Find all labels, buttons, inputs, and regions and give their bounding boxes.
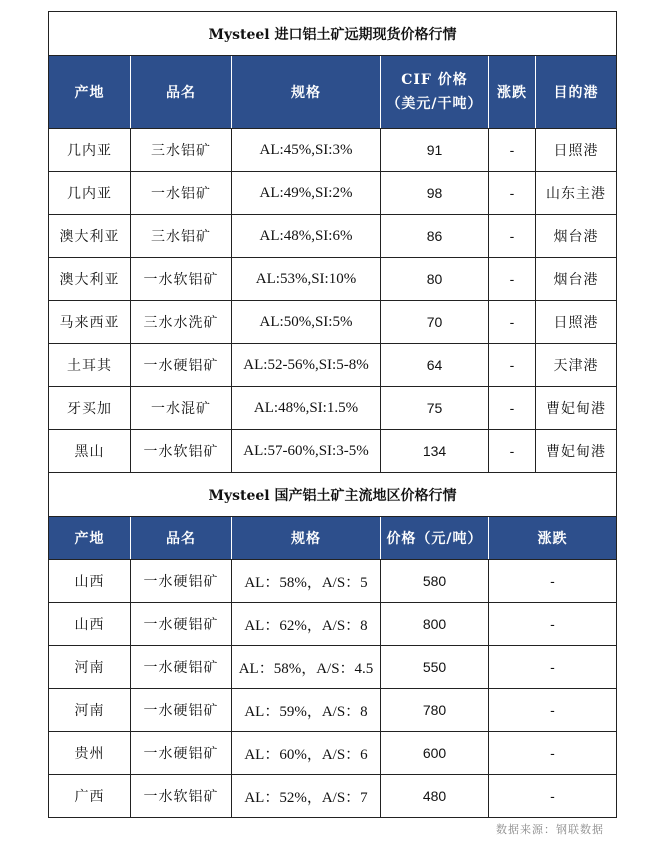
cell-product: 一水软铝矿: [131, 430, 232, 473]
table-row: [49, 344, 617, 387]
table-row: [49, 258, 617, 301]
cell-origin: 贵州: [49, 732, 131, 775]
header-price: 价格（元/吨）: [381, 517, 489, 560]
header-port: 目的港: [536, 56, 617, 129]
cell-price: 600: [381, 732, 489, 775]
cell-spec: AL：62%，A/S：8: [232, 603, 381, 646]
import-bauxite-table: [48, 11, 617, 473]
table-row: [49, 646, 617, 689]
header-product: 品名: [131, 517, 232, 560]
cell-price: 75: [381, 387, 489, 430]
cell-port: 日照港: [536, 301, 617, 344]
cell-origin: 土耳其: [49, 344, 131, 387]
import-table-title-row: [49, 12, 617, 56]
cell-change: -: [489, 430, 536, 473]
cell-product: 一水硬铝矿: [131, 344, 232, 387]
table-row: [49, 387, 617, 430]
cell-port: 烟台港: [536, 258, 617, 301]
cell-price: 80: [381, 258, 489, 301]
table-row: [49, 430, 617, 473]
data-source-note: 数据来源：钢联数据: [496, 823, 604, 836]
header-cif-price-line1: CIF 价格: [401, 72, 468, 88]
cell-product: 一水软铝矿: [131, 775, 232, 818]
cell-price: 550: [381, 646, 489, 689]
header-origin: 产地: [49, 517, 131, 560]
header-change: 涨跌: [489, 56, 536, 129]
cell-change: -: [489, 646, 617, 689]
cell-change: -: [489, 560, 617, 603]
cell-origin: 几内亚: [49, 129, 131, 172]
cell-spec: AL:57-60%,SI:3-5%: [232, 430, 381, 473]
cell-spec: AL:45%,SI:3%: [232, 129, 381, 172]
cell-origin: 几内亚: [49, 172, 131, 215]
cell-change: -: [489, 775, 617, 818]
import-table-header-row: [49, 56, 617, 129]
cell-product: 一水硬铝矿: [131, 732, 232, 775]
header-cif-price: [381, 56, 489, 129]
cell-spec: AL：59%，A/S：8: [232, 689, 381, 732]
cell-port: 曹妃甸港: [536, 387, 617, 430]
cell-spec: AL：58%，A/S：4.5: [232, 646, 381, 689]
table-row: [49, 689, 617, 732]
cell-origin: 河南: [49, 646, 131, 689]
cell-change: -: [489, 732, 617, 775]
cell-spec: AL:48%,SI:1.5%: [232, 387, 381, 430]
cell-origin: 广西: [49, 775, 131, 818]
table-row: [49, 603, 617, 646]
cell-spec: AL:48%,SI:6%: [232, 215, 381, 258]
cell-change: -: [489, 387, 536, 430]
cell-product: 三水铝矿: [131, 215, 232, 258]
cell-price: 800: [381, 603, 489, 646]
cell-change: -: [489, 129, 536, 172]
cell-product: 一水硬铝矿: [131, 603, 232, 646]
table-row: [49, 775, 617, 818]
cell-price: 91: [381, 129, 489, 172]
cell-origin: 澳大利亚: [49, 215, 131, 258]
cell-product: 一水硬铝矿: [131, 689, 232, 732]
table-row: [49, 172, 617, 215]
cell-origin: 山西: [49, 560, 131, 603]
header-product: 品名: [131, 56, 232, 129]
cell-spec: AL:49%,SI:2%: [232, 172, 381, 215]
cell-change: -: [489, 344, 536, 387]
cell-spec: AL:53%,SI:10%: [232, 258, 381, 301]
cell-change: -: [489, 258, 536, 301]
cell-product: 一水混矿: [131, 387, 232, 430]
cell-port: 曹妃甸港: [536, 430, 617, 473]
cell-product: 三水水洗矿: [131, 301, 232, 344]
domestic-table-title-row: [49, 473, 617, 517]
cell-price: 580: [381, 560, 489, 603]
cell-price: 86: [381, 215, 489, 258]
cell-product: 一水软铝矿: [131, 258, 232, 301]
cell-spec: AL：58%，A/S：5: [232, 560, 381, 603]
cell-price: 480: [381, 775, 489, 818]
table-row: [49, 215, 617, 258]
cell-spec: AL：52%，A/S：7: [232, 775, 381, 818]
cell-change: -: [489, 689, 617, 732]
table-row: [49, 129, 617, 172]
cell-port: 烟台港: [536, 215, 617, 258]
cell-price: 780: [381, 689, 489, 732]
cell-change: -: [489, 603, 617, 646]
table-row: [49, 732, 617, 775]
cell-spec: AL:50%,SI:5%: [232, 301, 381, 344]
cell-origin: 山西: [49, 603, 131, 646]
cell-origin: 澳大利亚: [49, 258, 131, 301]
cell-price: 134: [381, 430, 489, 473]
cell-product: 一水硬铝矿: [131, 646, 232, 689]
cell-product: 三水铝矿: [131, 129, 232, 172]
cell-port: 天津港: [536, 344, 617, 387]
cell-change: -: [489, 172, 536, 215]
cell-product: 一水铝矿: [131, 172, 232, 215]
cell-price: 64: [381, 344, 489, 387]
cell-product: 一水硬铝矿: [131, 560, 232, 603]
header-origin: 产地: [49, 56, 131, 129]
header-cif-price-line2: （美元/干吨）: [386, 96, 483, 112]
cell-price: 98: [381, 172, 489, 215]
header-change: 涨跌: [489, 517, 617, 560]
price-report: [48, 11, 616, 818]
table-row: [49, 560, 617, 603]
cell-origin: 黑山: [49, 430, 131, 473]
domestic-table-title: Mysteel 国产铝土矿主流地区价格行情: [49, 473, 617, 517]
cell-spec: AL：60%，A/S：6: [232, 732, 381, 775]
cell-port: 日照港: [536, 129, 617, 172]
cell-origin: 河南: [49, 689, 131, 732]
import-table-title: Mysteel 进口铝土矿远期现货价格行情: [49, 12, 617, 56]
cell-price: 70: [381, 301, 489, 344]
domestic-bauxite-table: [48, 472, 617, 818]
header-spec: 规格: [232, 517, 381, 560]
header-spec: 规格: [232, 56, 381, 129]
domestic-table-header-row: [49, 517, 617, 560]
cell-change: -: [489, 215, 536, 258]
table-row: [49, 301, 617, 344]
cell-origin: 牙买加: [49, 387, 131, 430]
cell-port: 山东主港: [536, 172, 617, 215]
cell-origin: 马来西亚: [49, 301, 131, 344]
cell-spec: AL:52-56%,SI:5-8%: [232, 344, 381, 387]
cell-change: -: [489, 301, 536, 344]
